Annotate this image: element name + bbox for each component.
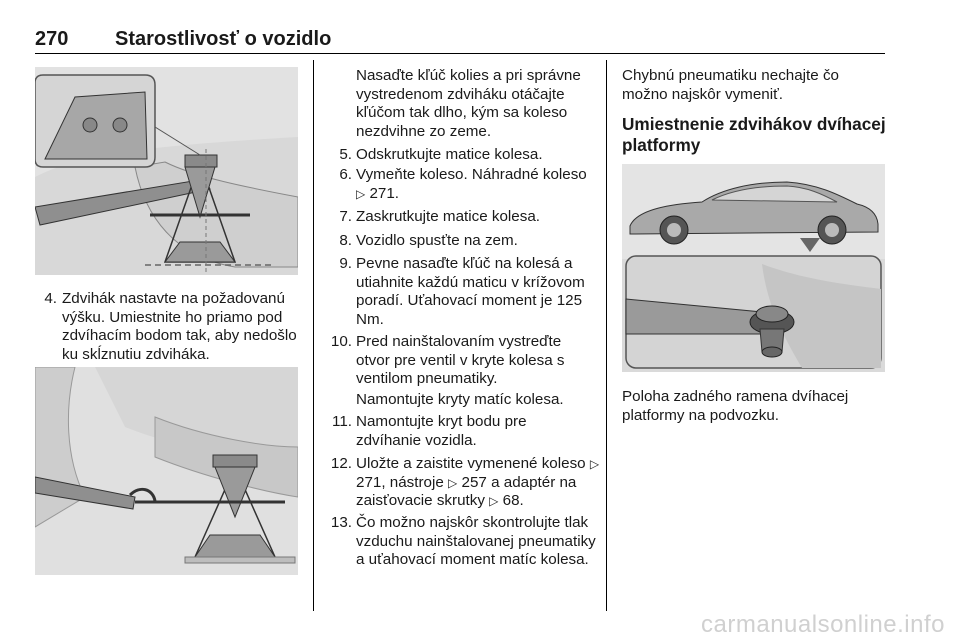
step-text: Uložte a zaistite vymenené koleso ▷ 271, nástroje ▷ 257 a adaptér na zaisťovacie skrutky ▷ 68. <box>356 455 600 510</box>
step-9 <box>320 255 605 331</box>
step-text: Vozidlo spusťte na zem. <box>356 232 518 249</box>
step-text: Pevne nasaďte kľúč na kolesá a utiahnite každú maticu v krížovom poradí. Uťahovací moment je 125 Nm. <box>356 255 585 328</box>
step-text: Namontujte kryt bodu pre zdvíhanie vozidla. <box>356 413 527 449</box>
step-10 <box>320 333 600 391</box>
step-number: 12. <box>330 455 352 472</box>
page-number: 270 <box>35 28 69 50</box>
jack-wrench-svg <box>35 367 298 575</box>
lift-platform-svg <box>622 164 885 372</box>
watermark: carmanualsonline.info <box>701 611 945 638</box>
page-header <box>35 28 885 54</box>
step-text: Zaskrutkujte matice kolesa. <box>356 208 541 225</box>
paragraph-wrench-intro: Nasaďte kľúč kolies a pri správne vystredenom zdviháku otáčajte kľúčom tak dlho, kým sa koleso nezdvihne zo zeme. <box>356 67 581 140</box>
step-text: Pred nainštalovaním vystreďte otvor pre ventil v kryte kolesa s ventilom pneumatiky. <box>356 333 565 388</box>
page-reference-icon: ▷ <box>448 475 458 490</box>
step-number: 6. <box>339 166 352 183</box>
paragraph-replace-tyre: Chybnú pneumatiku nechajte čo možno najskôr vymeniť. <box>622 67 839 103</box>
step-5 <box>320 146 600 166</box>
step-10-note: Namontujte kryty matíc kolesa. <box>356 391 564 408</box>
jack-position-illustration <box>35 67 298 275</box>
step-number: 5. <box>339 146 352 163</box>
page-reference-icon: ▷ <box>356 186 366 201</box>
page-reference-icon: ▷ <box>589 457 600 471</box>
column-divider-2 <box>606 60 607 611</box>
lift-platform-illustration <box>622 164 885 372</box>
header-rule <box>35 53 885 54</box>
step-12 <box>320 455 605 513</box>
step-7 <box>320 208 600 228</box>
step-text: Zdvihák nastavte na požadovanú výšku. Umiestnite ho priamo pod zdvíhacím bodom tak, aby nedošlo ku skĺznutiu zdviháka. <box>62 290 297 363</box>
column-divider-1 <box>313 60 314 611</box>
step-number: 13. <box>330 514 352 531</box>
step-text: Vymeňte koleso. Náhradné koleso ▷ 271. <box>356 166 587 202</box>
step-11 <box>320 413 600 453</box>
step-number: 9. <box>339 255 352 272</box>
page-title: Starostlivosť o vozidlo <box>115 28 332 50</box>
step-text: Odskrutkujte matice kolesa. <box>356 146 543 163</box>
figure-caption: Poloha zadného ramena dvíhacej platformy na podvozku. <box>622 388 849 424</box>
step-text: Čo možno najskôr skontrolujte tlak vzduchu nainštalovanej pneumatiky a uťahovací moment matíc kolesa. <box>356 514 596 569</box>
page-reference-icon: ▷ <box>489 494 499 509</box>
step-number: 10. <box>330 333 352 350</box>
step-6 <box>320 166 600 206</box>
jack-wrench-illustration <box>35 367 298 575</box>
section-heading: Umiestnenie zdvihákov dvíhacej platformy <box>622 114 886 155</box>
step-8 <box>320 232 600 252</box>
step-4 <box>35 290 300 366</box>
step-number: 7. <box>339 208 352 225</box>
step-number: 8. <box>339 232 352 249</box>
jack-position-svg <box>35 67 298 275</box>
step-number: 4. <box>44 290 57 307</box>
step-13 <box>320 514 600 590</box>
step-number: 11. <box>332 413 352 430</box>
